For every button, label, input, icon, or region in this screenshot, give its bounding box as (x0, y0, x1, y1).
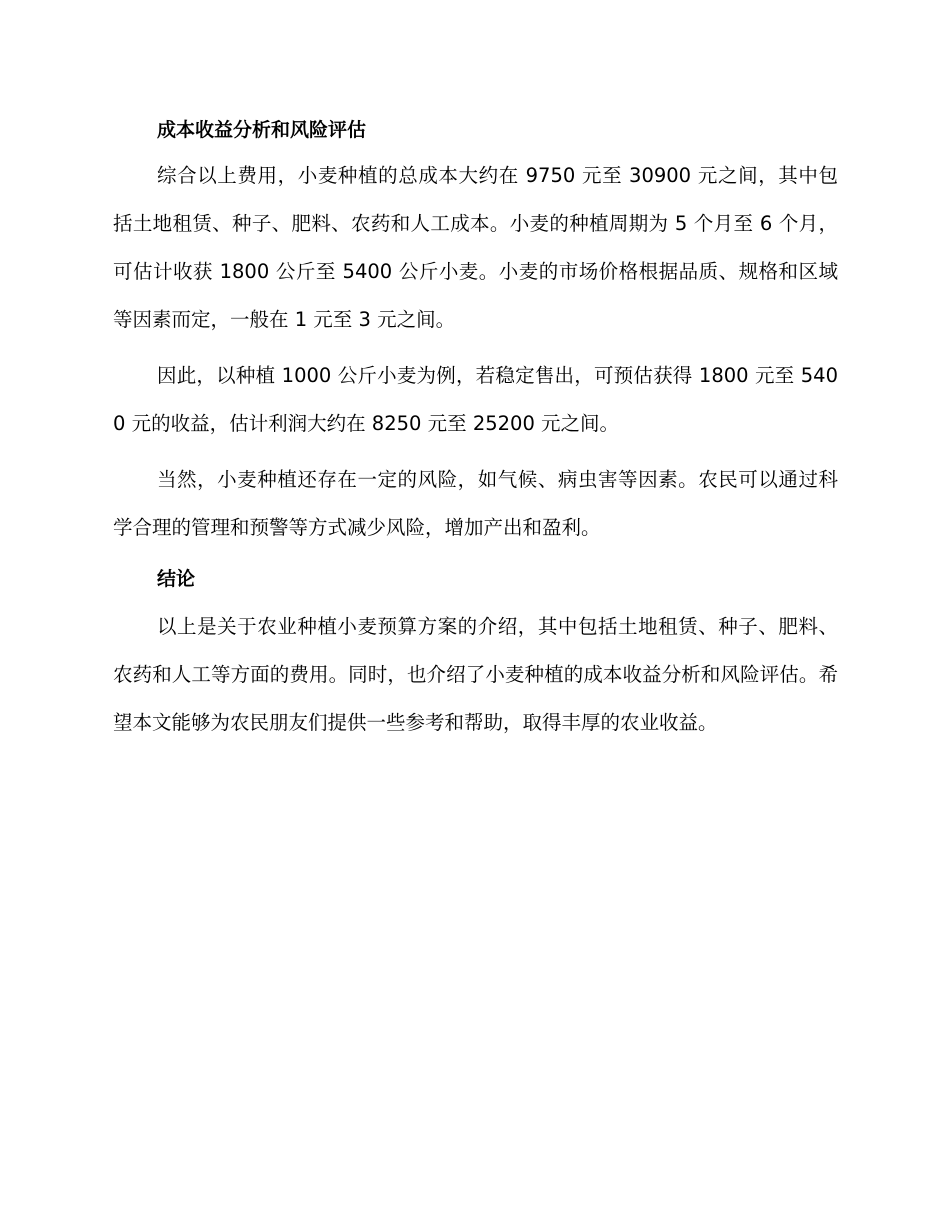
paragraph-risk: 当然，小麦种植还存在一定的风险，如气候、病虫害等因素。农民可以通过科学合理的管理和预警等方式减少风险，增加产出和盈利。 (113, 468, 838, 539)
paragraph-conclusion: 以上是关于农业种植小麦预算方案的介绍，其中包括土地租赁、种子、肥料、农药和人工等方面的费用。同时，也介绍了小麦种植的成本收益分析和风险评估。希望本文能够为农民朋友们提供一些参考和帮助，取得丰厚的农业收益。 (113, 615, 838, 734)
document-body (113, 112, 838, 747)
paragraph-total-cost: 综合以上费用，小麦种植的总成本大约在 9750 元至 30900 元之间，其中包括土地租赁、种子、肥料、农药和人工成本。小麦的种植周期为 5 个月至 6 个月，可估计收获 1800 公斤至 5400 公斤小麦。小麦的市场价格根据品质、规格和区域等因素而定，一般在 1 元至 3 元之间。 (113, 164, 838, 331)
section-heading-conclusion: 结论 (157, 568, 196, 590)
section-heading-cost-benefit: 成本收益分析和风险评估 (157, 119, 367, 141)
paragraph-profit-estimate: 因此，以种植 1000 公斤小麦为例，若稳定售出，可预估获得 1800 元至 5400 元的收益，估计利润大约在 8250 元至 25200 元之间。 (113, 364, 838, 435)
